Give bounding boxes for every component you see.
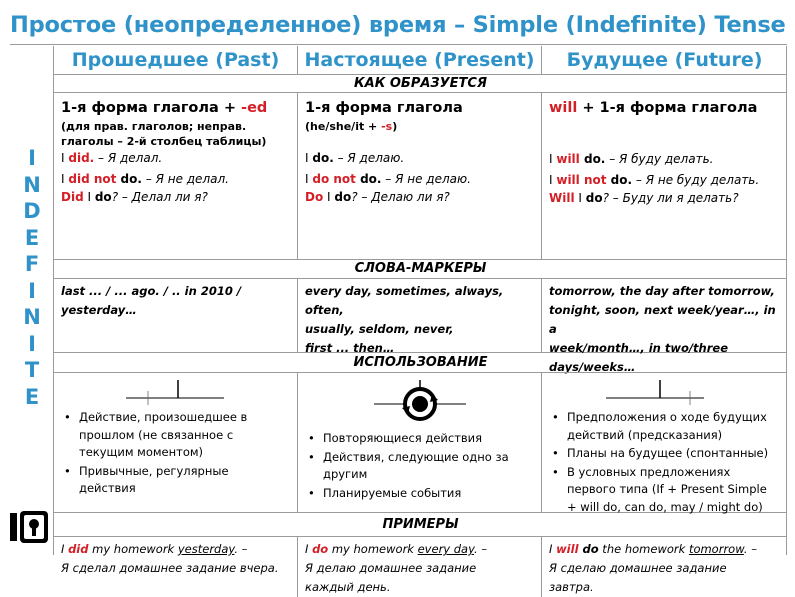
usage-list-past xyxy=(63,409,293,499)
affirmative-present: I do. – Я делаю. xyxy=(305,151,405,165)
list-item: • Действия, следующие одно за другим xyxy=(307,449,539,484)
page-title: Простое (неопределенное) время – Simple (Indefinite) Tense xyxy=(10,12,786,38)
side-label xyxy=(14,145,50,410)
header-row xyxy=(54,46,787,75)
list-item: • В условных предложениях первого типа (If + Present Simple + will do, can do, may / might do) xyxy=(551,464,785,517)
logo-icon xyxy=(8,509,50,545)
formation-row xyxy=(54,93,787,260)
list-item: • Действие, произошедшее в прошлом (не связанное с текущим моментом) xyxy=(63,409,293,462)
section-markers: СЛОВА-МАРКЕРЫ xyxy=(54,260,787,279)
side-letter: I xyxy=(28,146,36,170)
side-letter: N xyxy=(23,305,41,329)
side-label-column xyxy=(14,46,54,555)
rule-future: will + 1-я форма глагола xyxy=(549,100,758,116)
rule-present: 1-я форма глагола xyxy=(305,100,463,116)
note-past: (для прав. глаголов; неправ. глаголы – 2-й столбец таблицы) xyxy=(61,120,267,148)
markers-past: last ... / ... ago. / .. in 2010 / yesterday… xyxy=(54,279,298,352)
formation-future xyxy=(542,93,787,259)
negative-past: I did not do. – Я не делал. xyxy=(61,172,229,186)
question-future: Will I do? – Буду ли я делать? xyxy=(549,191,739,205)
header-present: Настоящее (Present) xyxy=(298,46,542,74)
negative-future: I will not do. – Я не буду делать. xyxy=(549,173,760,187)
list-item: • Планы на будущее (спонтанные) xyxy=(551,445,785,463)
side-letter: E xyxy=(24,225,40,250)
header-past: Прошедшее (Past) xyxy=(54,46,298,74)
example-past: I did my homework yesterday. – Я сделал домашнее задание вчера. xyxy=(54,537,298,597)
formation-past xyxy=(54,93,298,259)
usage-present xyxy=(298,373,542,512)
example-future: I will do the homework tomorrow. – Я сделаю домашнее задание завтра. xyxy=(549,542,757,594)
markers-future: tomorrow, the day after tomorrow, tonight, soon, next week/year…, in a week/month…, in two/three days/weeks… xyxy=(549,284,776,374)
affirmative-future: I will do. – Я буду делать. xyxy=(549,152,714,166)
side-letter: I xyxy=(28,331,36,356)
side-letter: D xyxy=(23,199,41,223)
usage-list-present xyxy=(307,430,539,503)
timeline-icon xyxy=(126,378,226,404)
question-past: Did I do? – Делал ли я? xyxy=(61,190,208,204)
side-letter: I xyxy=(28,278,36,303)
list-item: • Повторяющиеся действия xyxy=(307,430,539,448)
examples-row xyxy=(54,537,787,597)
header-future: Будущее (Future) xyxy=(566,49,763,71)
list-item: • Привычные, регулярные действия xyxy=(63,463,293,498)
side-letter: E xyxy=(24,384,40,409)
markers-present: every day, sometimes, always, often, usually, seldom, never, first ... then… xyxy=(298,279,542,352)
section-examples: ПРИМЕРЫ xyxy=(54,513,787,537)
rule-past: 1-я форма глагола + -ed xyxy=(61,100,268,116)
usage-past xyxy=(54,373,298,512)
title-divider xyxy=(10,44,787,45)
side-letter: N xyxy=(23,172,41,197)
question-present: Do I do? – Делаю ли я? xyxy=(305,190,450,204)
list-item: • Предположения о ходе будущих действий (предсказания) xyxy=(551,409,785,444)
tense-table xyxy=(54,46,787,594)
side-letter: F xyxy=(24,252,40,276)
formation-present xyxy=(298,93,542,259)
timeline-icon xyxy=(606,378,706,404)
usage-list-future xyxy=(551,409,785,517)
section-formation: КАК ОБРАЗУЕТСЯ xyxy=(54,75,787,93)
list-item: • Планируемые события xyxy=(307,485,539,503)
affirmative-past: I did. – Я делал. xyxy=(61,151,163,165)
cycle-arrows-icon xyxy=(374,376,466,428)
example-present: I do my homework every day. – Я делаю домашнее задание каждый день. xyxy=(298,537,542,597)
section-usage: ИСПОЛЬЗОВАНИЕ xyxy=(54,353,787,373)
usage-row xyxy=(54,373,787,513)
note-present: (he/she/it + -s) xyxy=(305,120,398,133)
usage-future xyxy=(542,373,787,512)
negative-present: I do not do. – Я не делаю. xyxy=(305,172,471,186)
side-letter: T xyxy=(24,358,40,382)
